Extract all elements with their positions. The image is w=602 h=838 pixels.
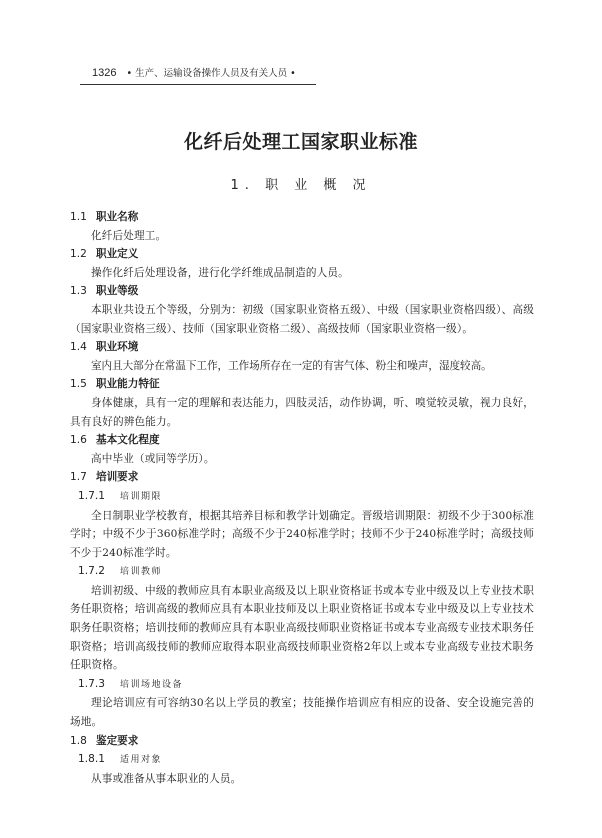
document-body <box>70 208 534 788</box>
section-heading <box>70 208 534 227</box>
section-title: 鉴定要求 <box>96 734 139 747</box>
subsection-paragraph: 全日制职业学校教育，根据其培养目标和教学计划确定。晋级培训期限：初级不少于300标准学时；中级不少于360标准学时；高级不少于240标准学时；技师不少于240标准学时；高级技师不少于240标准学时。 <box>70 509 534 559</box>
page-number: 1326 <box>92 67 117 79</box>
section-heading <box>70 375 534 394</box>
section-number: 1.2 <box>70 248 87 261</box>
subsection-title: 培训期限 <box>120 491 163 502</box>
section-title: 培训要求 <box>96 471 139 484</box>
subsection-heading <box>70 750 534 770</box>
chapter-heading: 1. 职 业 概 况 <box>230 178 372 193</box>
subsection-paragraph: 理论培训应有可容纳30名以上学员的教室；技能操作培训应有相应的设备、安全设施完善的场地。 <box>70 697 534 729</box>
subsection-paragraph: 培训初级、中级的教师应具有本职业高级及以上职业资格证书或本专业中级及以上专业技术职务任职资格；培训高级的教师应具有本职业技师及以上职业资格证书或本专业中级及以上专业技术职务任职资格；培训技师的教师应具有本职业高级技师职业资格证书或本专业高级专业技术职务任职资格；培训高级技师的教师应取得本职业高级技师职业资格2年以上或本专业高级专业技术职务任职资格。 <box>70 584 534 672</box>
subsection-number: 1.7.3 <box>78 677 105 690</box>
section-title: 基本文化程度 <box>96 434 160 447</box>
section-heading <box>70 732 534 751</box>
subsection-number: 1.8.1 <box>78 753 105 766</box>
section-paragraph: 身体健康，具有一定的理解和表达能力，四肢灵活，动作协调，听、嗅觉较灵敏，视力良好，具有良好的辨色能力。 <box>70 396 534 428</box>
section-heading <box>70 282 534 301</box>
section-paragraph: 本职业共设五个等级，分别为：初级（国家职业资格五级）、中级（国家职业资格四级）、高级（国家职业资格三级）、技师（国家职业资格二级）、高级技师（国家职业资格一级）。 <box>70 303 534 335</box>
section-heading <box>70 245 534 264</box>
section-number: 1.3 <box>70 285 87 298</box>
section-paragraph: 室内且大部分在常温下工作，工作场所存在一定的有害气体、粉尘和噪声，湿度较高。 <box>91 359 492 372</box>
subsection-title: 适用对象 <box>120 755 163 766</box>
subsection-heading <box>70 675 534 695</box>
section-heading <box>70 468 534 487</box>
section-number: 1.1 <box>70 211 87 223</box>
section-title: 职业环境 <box>96 341 139 354</box>
section-number: 1.6 <box>70 434 87 447</box>
subsection-paragraph: 从事或准备从事本职业的人员。 <box>91 772 242 785</box>
subsection-title: 培训场地设备 <box>120 679 184 690</box>
running-title: • 生产、运输设备操作人员及有关人员 • <box>126 68 296 79</box>
subsection-number: 1.7.2 <box>78 565 105 578</box>
section-number: 1.8 <box>70 734 87 747</box>
subsection-heading <box>70 562 534 582</box>
section-title: 职业名称 <box>96 211 139 223</box>
running-header <box>80 62 316 85</box>
section-paragraph: 高中毕业（或同等学历）。 <box>91 452 215 465</box>
section-paragraph: 操作化纤后处理设备，进行化学纤维成品制造的人员。 <box>91 266 349 279</box>
section-paragraph: 化纤后处理工。 <box>91 229 167 242</box>
section-number: 1.7 <box>70 471 87 484</box>
subsection-number: 1.7.1 <box>78 489 105 502</box>
section-title: 职业定义 <box>96 248 139 261</box>
section-heading <box>70 431 534 450</box>
section-number: 1.5 <box>70 378 87 391</box>
section-title: 职业能力特征 <box>96 378 160 391</box>
section-title: 职业等级 <box>96 285 139 298</box>
section-heading <box>70 338 534 357</box>
subsection-title: 培训教师 <box>120 567 163 578</box>
section-number: 1.4 <box>70 341 87 354</box>
page-title: 化纤后处理工国家职业标准 <box>183 131 418 153</box>
subsection-heading <box>70 487 534 507</box>
